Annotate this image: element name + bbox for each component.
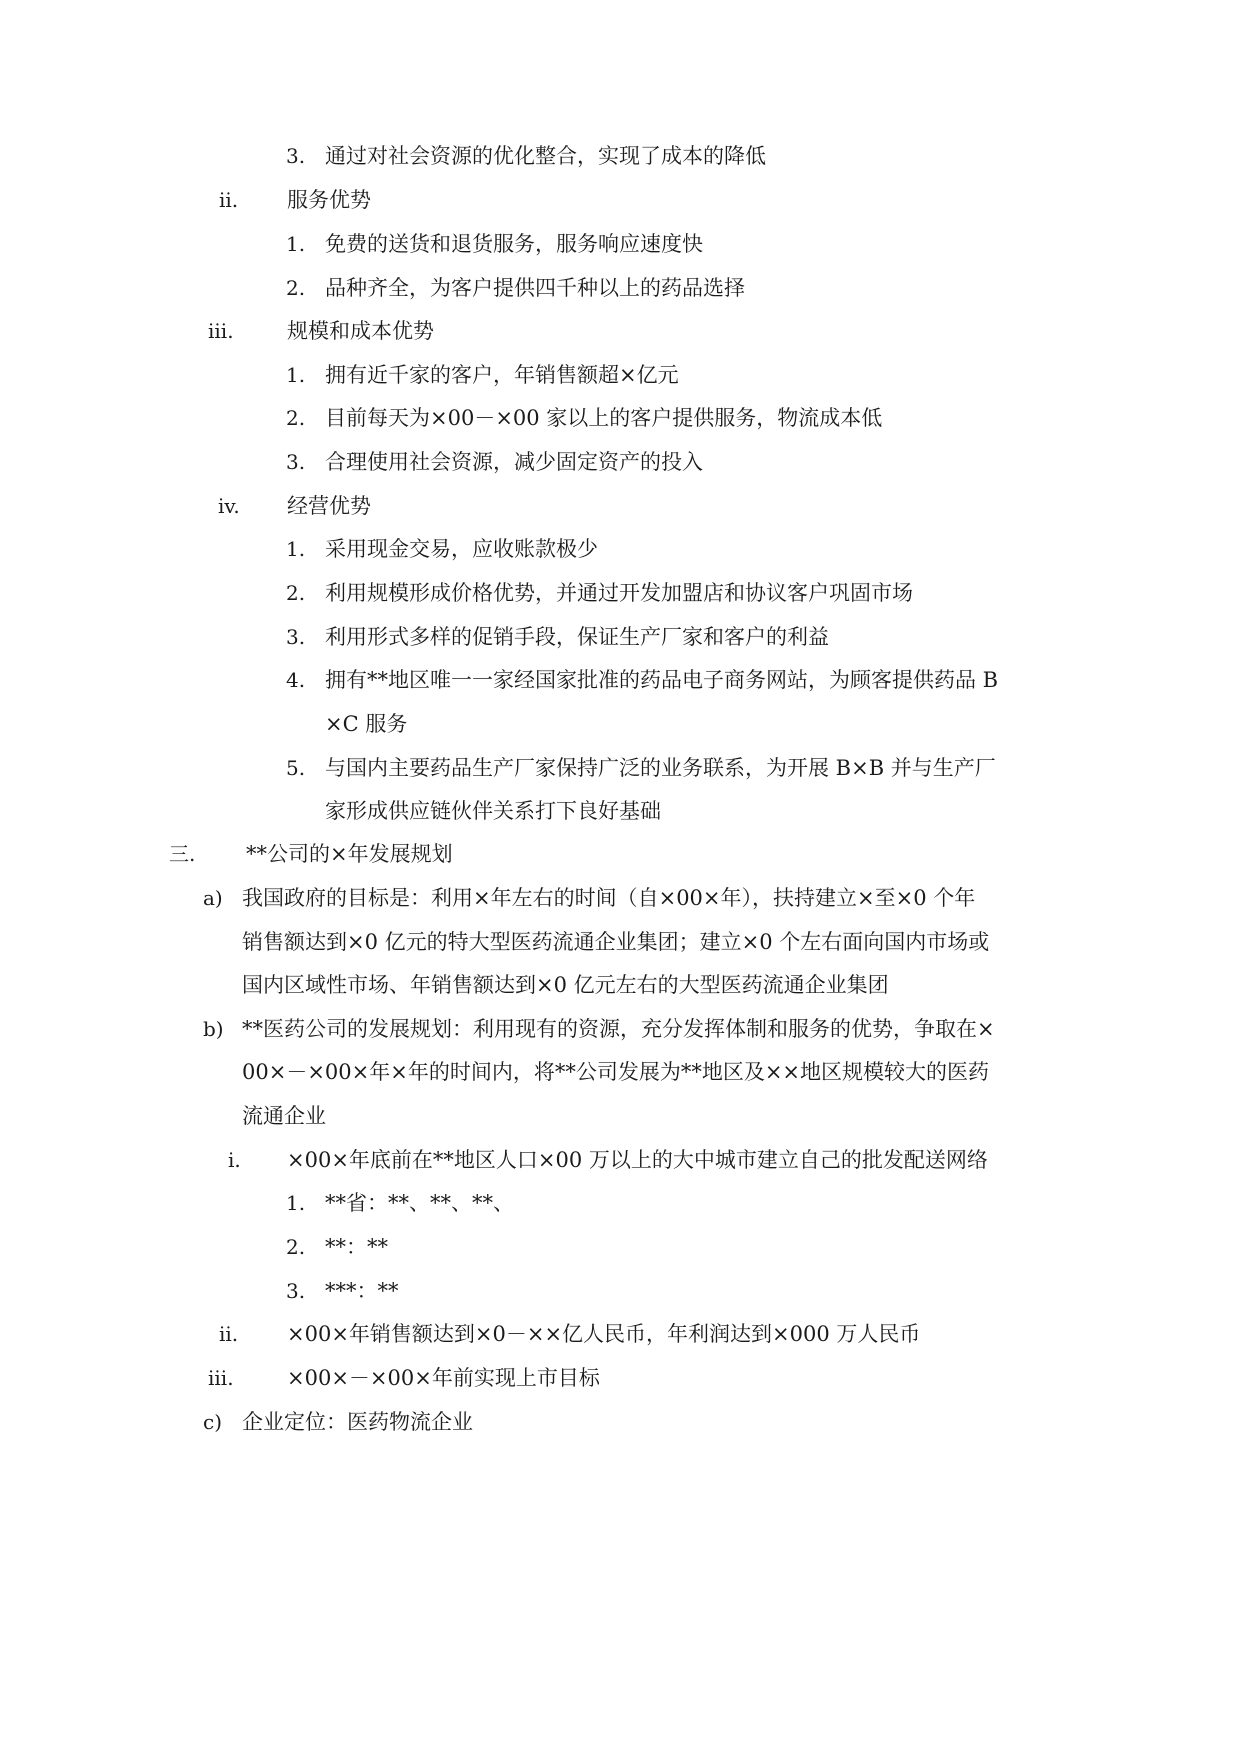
list-marker: a) [203,886,223,910]
list-marker: 2. [286,276,306,300]
list-marker: iv. [218,494,240,518]
list-marker: 5. [286,756,306,780]
list-text: 国内区域性市场、年销售额达到×0 亿元左右的大型医药流通企业集团 [242,973,889,997]
list-marker: 2. [286,1235,306,1259]
list-text: 利用形式多样的促销手段，保证生产厂家和客户的利益 [325,625,829,649]
list-text: **医药公司的发展规划：利用现有的资源，充分发挥体制和服务的优势，争取在× [242,1017,995,1041]
list-text: ×00×－×00×年前实现上市目标 [287,1366,600,1390]
list-marker: 2. [286,406,306,430]
section-title: **公司的×年发展规划 [246,842,453,866]
list-marker: 1. [286,232,306,256]
list-text: 我国政府的目标是：利用×年左右的时间（自×00×年），扶持建立×至×0 个年 [242,886,976,910]
list-marker: 1. [286,537,306,561]
list-marker: b) [203,1017,224,1041]
list-marker: iii. [208,319,234,343]
list-text: ×00×年销售额达到×0－××亿人民币，年利润达到×000 万人民币 [287,1322,921,1346]
list-marker: 3. [286,625,306,649]
list-text: 销售额达到×0 亿元的特大型医药流通企业集团；建立×0 个左右面向国内市场或 [242,930,990,954]
list-text: 免费的送货和退货服务，服务响应速度快 [325,232,703,256]
list-text: 品种齐全，为客户提供四千种以上的药品选择 [325,276,745,300]
list-marker: 3. [286,144,306,168]
list-marker: 1. [286,1191,306,1215]
list-text: **：** [325,1235,388,1259]
list-text: ×00×年底前在**地区人口×00 万以上的大中城市建立自己的批发配送网络 [287,1148,988,1172]
list-marker: 2. [286,581,306,605]
list-text: 通过对社会资源的优化整合，实现了成本的降低 [325,144,766,168]
list-heading: 经营优势 [287,494,371,518]
list-marker: iii. [208,1366,234,1390]
list-text: 利用规模形成价格优势，并通过开发加盟店和协议客户巩固市场 [325,581,913,605]
list-text: 企业定位：医药物流企业 [242,1410,473,1434]
list-heading: 服务优势 [287,188,371,212]
list-text: 流通企业 [242,1104,326,1128]
list-marker: i. [228,1148,241,1172]
list-text: **省：**、**、**、 [325,1191,514,1215]
list-text: ***：** [325,1279,399,1303]
list-marker: c) [203,1410,223,1434]
list-marker: ii. [219,1322,239,1346]
list-text: 00×－×00×年×年的时间内，将**公司发展为**地区及××地区规模较大的医药 [242,1060,990,1084]
list-marker: 1. [286,363,306,387]
list-text: 拥有近千家的客户，年销售额超×亿元 [325,363,679,387]
list-text: 家形成供应链伙伴关系打下良好基础 [325,799,661,823]
list-marker: 4. [286,668,306,692]
list-text: 拥有**地区唯一一家经国家批准的药品电子商务网站，为顾客提供药品 B [325,668,999,692]
list-marker: 3. [286,1279,306,1303]
section-number: 三. [169,842,196,866]
list-text: 与国内主要药品生产厂家保持广泛的业务联系，为开展 B×B 并与生产厂 [325,756,996,780]
list-marker: ii. [219,188,239,212]
list-text: 采用现金交易，应收账款极少 [325,537,598,561]
list-text: 目前每天为×00－×00 家以上的客户提供服务，物流成本低 [325,406,883,430]
list-text: 合理使用社会资源，减少固定资产的投入 [325,450,703,474]
list-marker: 3. [286,450,306,474]
list-text: ×C 服务 [325,712,408,736]
list-heading: 规模和成本优势 [287,319,434,343]
